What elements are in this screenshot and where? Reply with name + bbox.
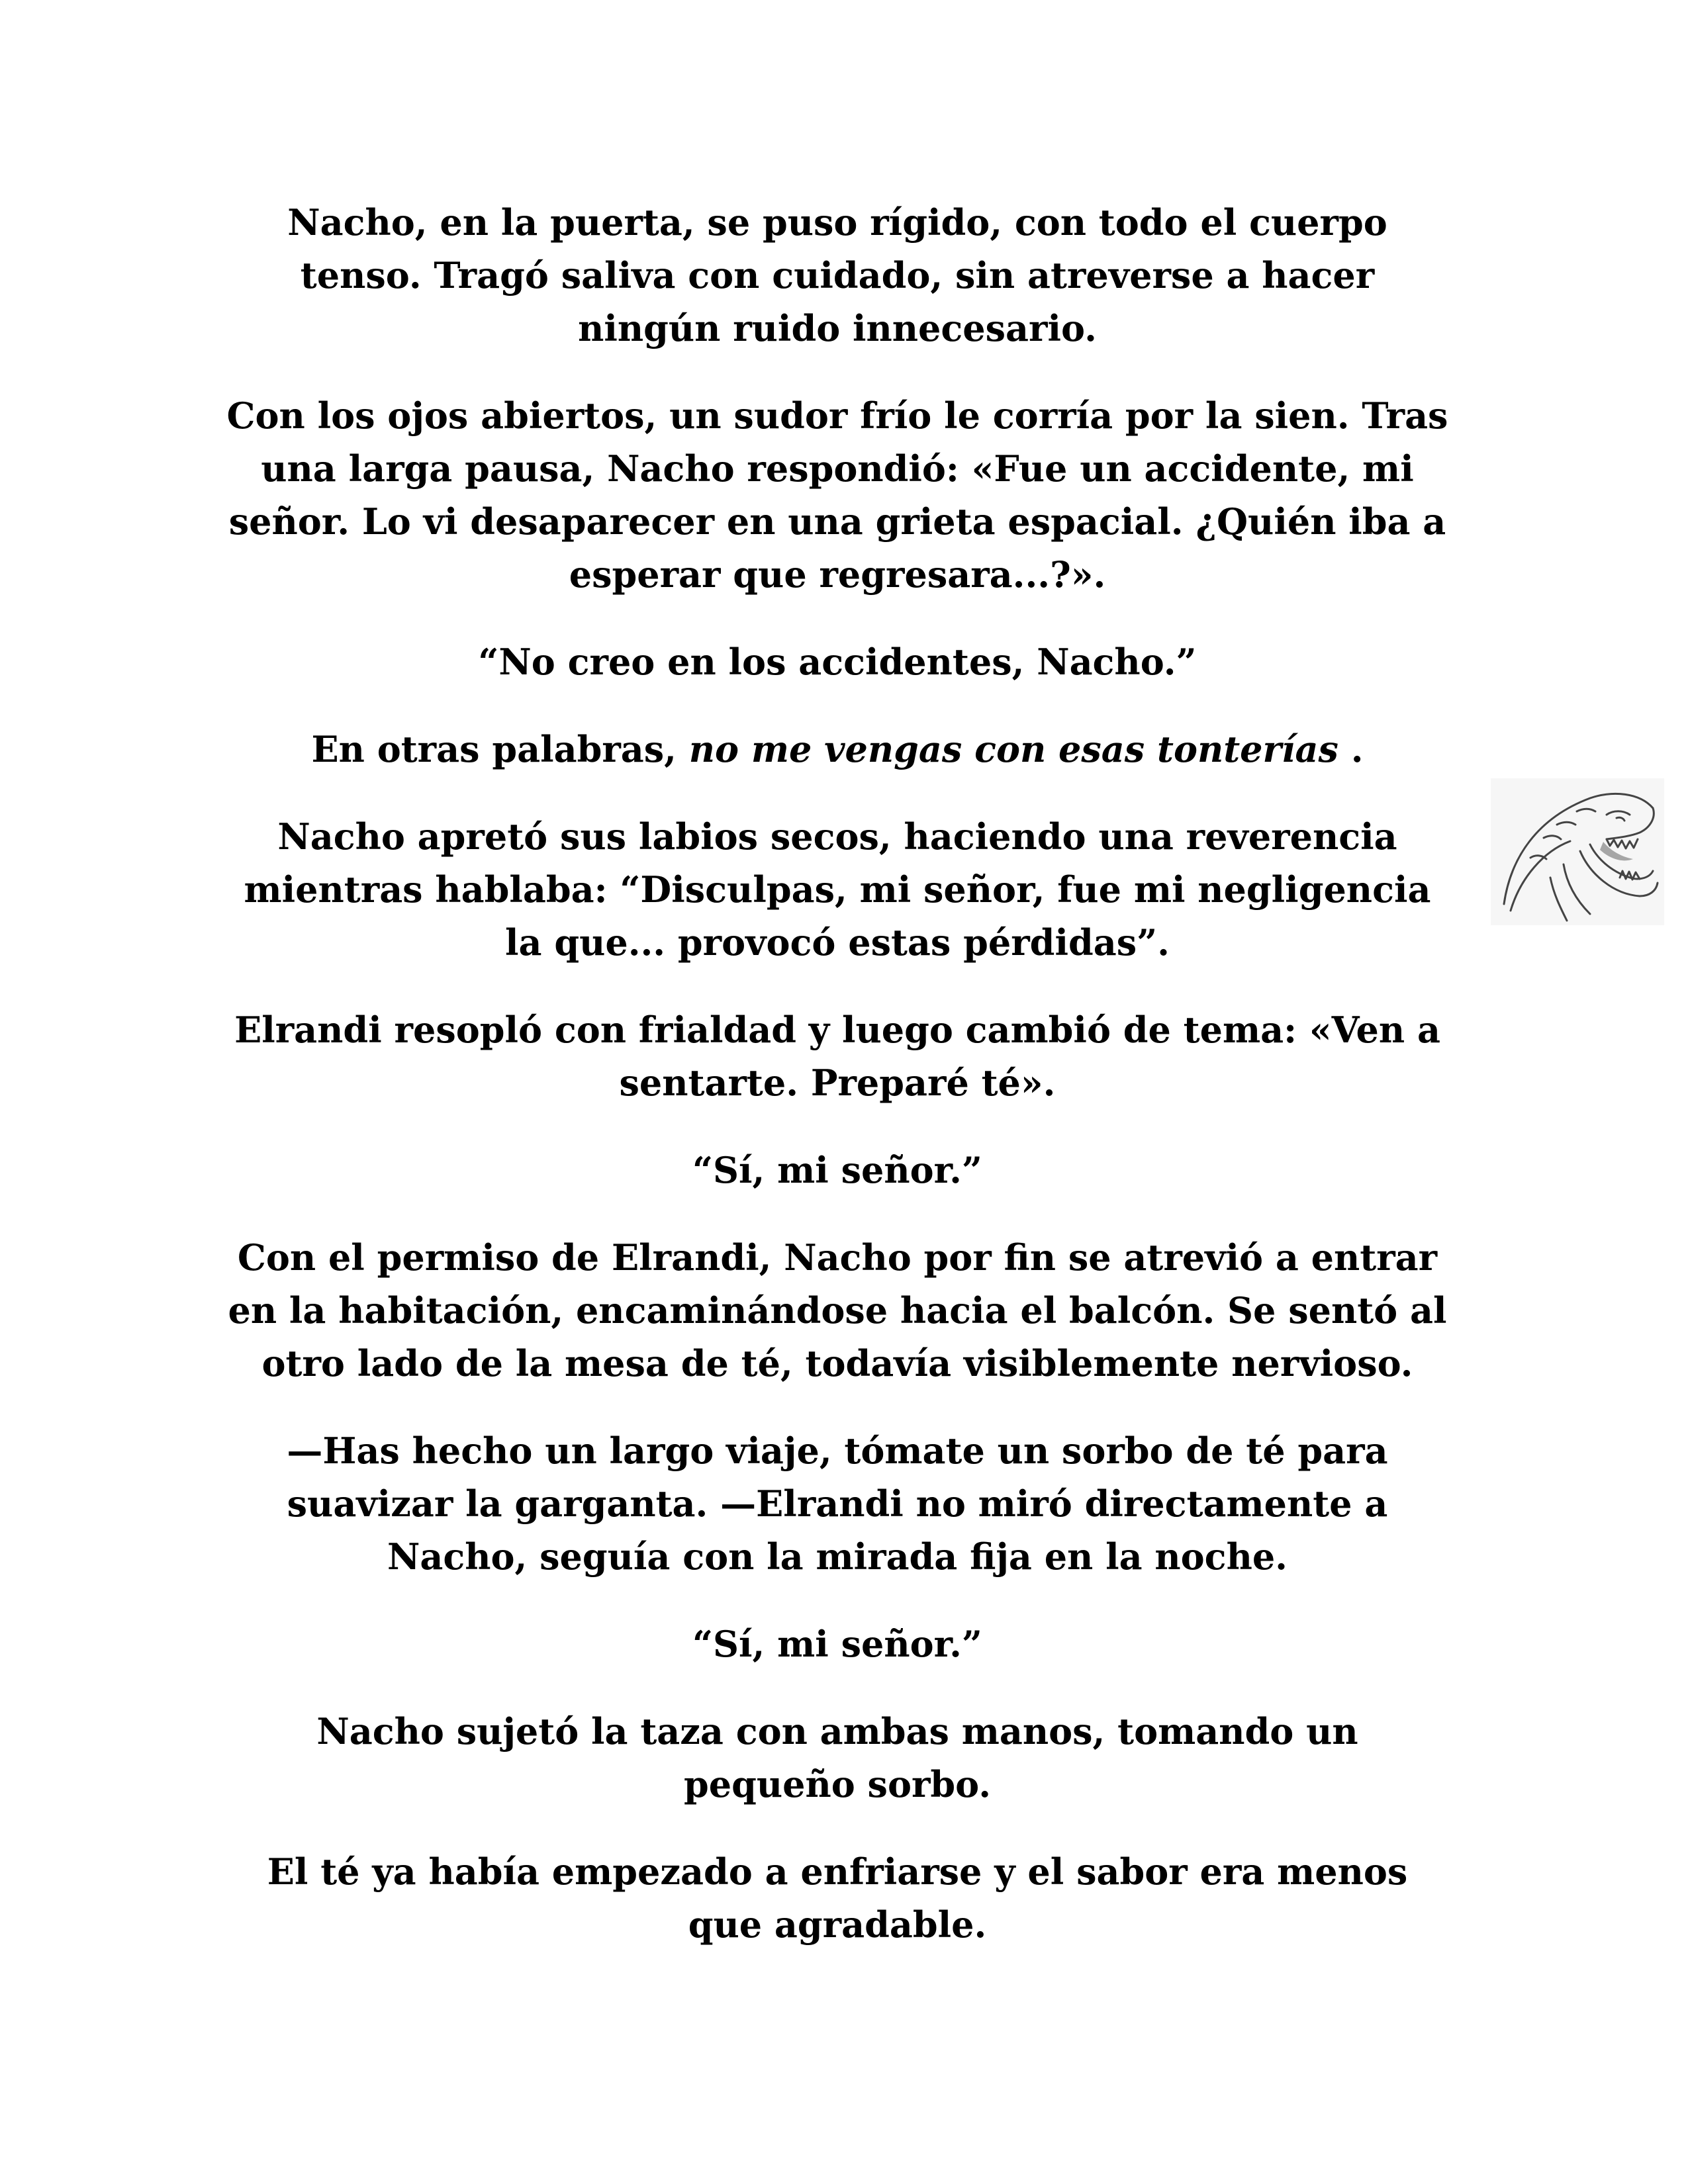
paragraph-4 xyxy=(225,723,1450,776)
paragraph-12: El té ya había empezado a enfriarse y el sabor era menos que agradable. xyxy=(267,1850,1408,1946)
story-text xyxy=(225,196,1450,1985)
paragraph-7: “Sí, mi señor.” xyxy=(692,1149,982,1191)
paragraph-11: Nacho sujetó la taza con ambas manos, tomando un pequeño sorbo. xyxy=(316,1710,1358,1805)
paragraph-3: “No creo en los accidentes, Nacho.” xyxy=(478,641,1197,683)
paragraph-1: Nacho, en la puerta, se puso rígido, con todo el cuerpo tenso. Tragó saliva con cuidado, sin atreverse a hacer ningún ruido innecesario. xyxy=(287,201,1387,349)
paragraph-6: Elrandi resopló con frialdad y luego cambió de tema: «Ven a sentarte. Preparé té». xyxy=(234,1009,1440,1104)
paragraph-8: Con el permiso de Elrandi, Nacho por fin se atrevió a entrar en la habitación, encaminándose hacia el balcón. Se sentó al otro lado de la mesa de té, todavía visiblemente nervioso. xyxy=(228,1236,1447,1385)
paragraph-2: Con los ojos abiertos, un sudor frío le corría por la sien. Tras una larga pausa, Nacho respondió: «Fue un accidente, mi señor. Lo vi desaparecer en una grieta espacial. ¿Quién iba a esperar que regresara...?». xyxy=(226,394,1448,596)
dinosaur-head-sketch-icon xyxy=(1491,778,1664,925)
paragraph-4-before: En otras palabras, xyxy=(311,728,689,770)
paragraph-4-after: . xyxy=(1338,728,1364,770)
paragraph-10: “Sí, mi señor.” xyxy=(692,1623,982,1665)
paragraph-9: —Has hecho un largo viaje, tómate un sorbo de té para suavizar la garganta. —Elrandi no miró directamente a Nacho, seguía con la mirada fija en la noche. xyxy=(287,1430,1388,1578)
paragraph-5: Nacho apretó sus labios secos, haciendo una reverencia mientras hablaba: “Disculpas, mi señor, fue mi negligencia la que... provocó estas pérdidas”. xyxy=(244,815,1431,964)
paragraph-4-italic: no me vengas con esas tonterías xyxy=(688,728,1338,770)
